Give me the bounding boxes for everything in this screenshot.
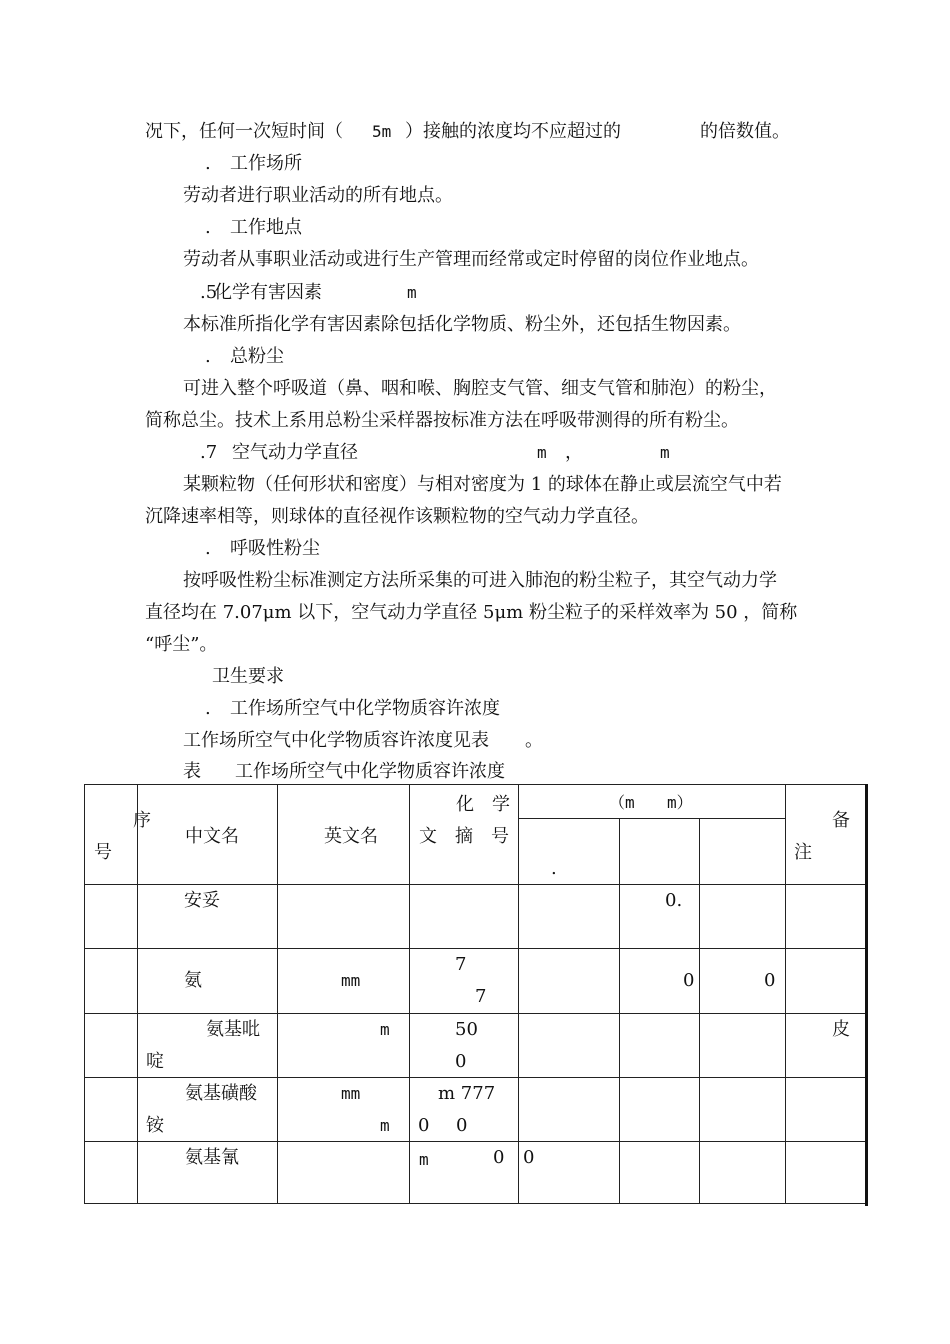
header-text: . <box>551 858 557 880</box>
header-text: 序 <box>133 810 151 831</box>
paragraph: 沉降速率相等，则球体的直径视作该颗粒物的空气动力学直径。 <box>145 506 649 527</box>
table-cell <box>278 885 410 949</box>
cell-text: 氨基吡 <box>206 1019 260 1040</box>
section-number: . <box>205 346 211 367</box>
cell-text: mm <box>341 1084 361 1103</box>
header-text: 备 <box>832 810 850 831</box>
table-cell <box>138 885 278 949</box>
table-cell <box>85 1014 138 1078</box>
cell-text: 氨基磺酸 <box>185 1083 257 1104</box>
table-row <box>85 1078 866 1142</box>
table-caption-label: 表 <box>183 761 201 782</box>
table-cell <box>138 949 278 1014</box>
table-cell <box>138 1014 278 1078</box>
table-cell <box>278 1014 410 1078</box>
table-cell <box>786 885 866 949</box>
table-cell <box>410 1142 519 1204</box>
section-number: . <box>205 538 211 559</box>
table-row <box>85 1142 866 1204</box>
table-cell <box>700 1078 786 1142</box>
cell-text: 7 <box>475 986 487 1007</box>
table-cell <box>85 949 138 1014</box>
header-text: m） <box>667 793 693 812</box>
cell-text: m 777 <box>438 1083 496 1104</box>
limits-table <box>84 784 866 1204</box>
table-cell <box>700 1142 786 1204</box>
table-cell <box>410 885 519 949</box>
paragraph: 某颗粒物（任何形状和密度）与相对密度为 1 的球体在静止或层流空气中若 <box>183 474 782 495</box>
cell-text: m <box>419 1150 429 1169</box>
cell-text: m <box>380 1116 390 1135</box>
text-fragment: 5m <box>372 122 392 141</box>
paragraph: 劳动者从事职业活动或进行生产管理而经常或定时停留的岗位作业地点。 <box>183 249 759 270</box>
cell-text: 啶 <box>146 1051 164 1072</box>
table-cell <box>519 1142 620 1204</box>
table-cell <box>786 1078 866 1142</box>
section-heading: 总粉尘 <box>230 346 284 367</box>
cell-text: 50 <box>455 1019 478 1040</box>
section-heading: 工作场所空气中化学物质容许浓度 <box>230 698 500 719</box>
cell-text: 7 <box>455 954 467 975</box>
paragraph: 简称总尘。技术上系用总粉尘采样器按标准方法在呼吸带测得的所有粉尘。 <box>145 410 739 431</box>
header-text: 英文名 <box>324 826 378 847</box>
paragraph: 本标准所指化学有害因素除包括化学物质、粉尘外，还包括生物因素。 <box>183 314 741 335</box>
table-cell <box>786 1014 866 1078</box>
cell-text: 0 <box>523 1147 535 1168</box>
table-cell <box>519 1014 620 1078</box>
header-en-name <box>278 785 410 885</box>
paragraph: 直径均在 7.07μm 以下，空气动力学直径 5μm 粉尘粒子的采样效率为 50 ，简称 <box>145 602 798 623</box>
table-cell <box>519 1078 620 1142</box>
section-number: .7 <box>200 442 218 463</box>
table-cell <box>138 1078 278 1142</box>
table-cell <box>620 1014 700 1078</box>
section-heading: 化学有害因素 <box>214 282 322 303</box>
cell-text: 安妥 <box>184 890 220 911</box>
header-text: 化 学 <box>456 794 510 815</box>
table-cell <box>278 1078 410 1142</box>
section-heading: 空气动力学直径 <box>232 442 358 463</box>
table-cell <box>620 1078 700 1142</box>
section-number: . <box>205 153 211 174</box>
table-cell <box>85 1078 138 1142</box>
section-number: . <box>205 217 211 238</box>
cell-text: mm <box>341 971 361 990</box>
section-heading: 呼吸性粉尘 <box>230 538 320 559</box>
table-cell <box>620 1142 700 1204</box>
table-cell <box>620 949 700 1014</box>
subheader-cell <box>620 819 700 885</box>
table-cell <box>138 1142 278 1204</box>
table-row <box>85 885 866 949</box>
table-header-row <box>85 785 866 819</box>
table-cell <box>700 1014 786 1078</box>
text-fragment: m <box>537 443 547 462</box>
section-heading: 卫生要求 <box>212 666 284 687</box>
paragraph: 按呼吸性粉尘标准测定方法所采集的可进入肺泡的粉尘粒子，其空气动力学 <box>183 570 777 591</box>
table-cell <box>786 949 866 1014</box>
section-heading: 工作地点 <box>230 217 302 238</box>
cell-text: 0 <box>418 1115 430 1136</box>
paragraph: 工作场所空气中化学物质容许浓度见表 <box>183 730 489 751</box>
table-row <box>85 949 866 1014</box>
cell-text: 0 <box>455 1051 467 1072</box>
header-text: 号 <box>94 842 112 863</box>
table-cell <box>519 949 620 1014</box>
cell-text: 0 <box>493 1147 505 1168</box>
header-remark <box>786 785 866 885</box>
table-cell <box>278 949 410 1014</box>
paragraph: “呼尘”。 <box>145 634 218 655</box>
table-cell <box>620 885 700 949</box>
section-heading: 工作场所 <box>230 153 302 174</box>
table-row <box>85 1014 866 1078</box>
table-cell <box>700 949 786 1014</box>
header-unit <box>519 785 786 819</box>
table-right-border <box>865 784 868 1206</box>
header-text: 文 摘 号 <box>419 826 509 847</box>
header-seq <box>85 785 151 885</box>
text-fragment: 的倍数值。 <box>700 121 790 142</box>
table-caption: 工作场所空气中化学物质容许浓度 <box>235 761 505 782</box>
cell-text: 0 <box>456 1115 468 1136</box>
table-cell <box>85 1142 138 1204</box>
table-cell <box>278 1142 410 1204</box>
text-fragment: ）接触的浓度均不应超过的 <box>405 121 621 142</box>
header-cas <box>410 785 519 885</box>
text-fragment: m <box>660 443 670 462</box>
table-cell <box>786 1142 866 1204</box>
paragraph: 劳动者进行职业活动的所有地点。 <box>183 185 453 206</box>
table-cell <box>519 885 620 949</box>
cell-text: 氨基氰 <box>185 1147 239 1168</box>
table-cell <box>700 885 786 949</box>
cell-text: m <box>380 1020 390 1039</box>
cell-text: 0. <box>665 890 683 911</box>
header-text: （m <box>609 793 635 812</box>
text-fragment: m <box>407 283 417 302</box>
header-text: 注 <box>794 842 812 863</box>
cell-text: 0 <box>683 970 695 991</box>
cell-text: 0 <box>764 970 776 991</box>
table-cell <box>85 885 138 949</box>
paragraph: 可进入整个呼吸道（鼻、咽和喉、胸腔支气管、细支气管和肺泡）的粉尘， <box>183 378 777 399</box>
cell-text: 皮 <box>832 1019 850 1040</box>
section-number: . <box>205 698 211 719</box>
table-cell <box>410 949 519 1014</box>
header-text: 中文名 <box>185 826 239 847</box>
subheader-cell <box>519 819 620 885</box>
table-cell <box>410 1014 519 1078</box>
table-cell <box>410 1078 519 1142</box>
cell-text: 氨 <box>184 970 202 991</box>
cell-text: 铵 <box>146 1115 164 1136</box>
subheader-cell <box>700 819 786 885</box>
header-cn-name <box>138 785 278 885</box>
text-fragment: 况下，任何一次短时间（ <box>145 121 343 142</box>
text-fragment: ， <box>565 442 583 463</box>
section-number: .5 <box>200 282 218 303</box>
text-fragment: 。 <box>525 730 543 751</box>
